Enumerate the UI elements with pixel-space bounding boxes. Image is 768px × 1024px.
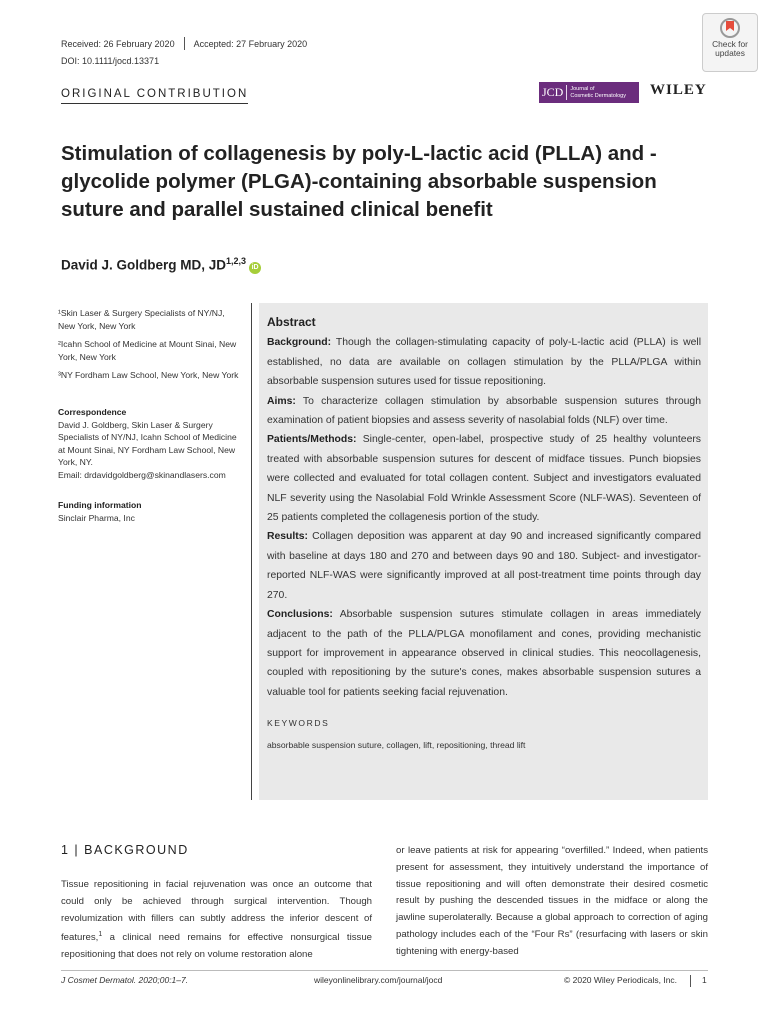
- aims-text: To characterize collagen stimulation by absorbable suspension sutures through examination of patient biopsies and assess severity of nasolabial folds (NLF) over time.: [267, 395, 701, 427]
- accepted-date: Accepted: 27 February 2020: [193, 38, 308, 49]
- journal-name-line-2: Cosmetic Dermatology: [570, 92, 626, 99]
- abstract-background: [267, 333, 701, 391]
- journal-name-line-1: Journal of: [570, 86, 595, 92]
- body-column-1: [61, 877, 372, 964]
- abstract-aims: [267, 392, 701, 431]
- correspondence-label: Correspondence: [58, 407, 127, 417]
- funding-text: Sinclair Pharma, Inc: [58, 512, 135, 523]
- keywords-list: absorbable suspension suture, collagen, lift, repositioning, thread lift: [267, 739, 526, 750]
- citation-1[interactable]: 1: [98, 931, 103, 939]
- page-number: 1: [702, 975, 707, 985]
- check-label-2: updates: [715, 48, 745, 58]
- check-label-1: Check for: [712, 39, 748, 49]
- affiliations: [58, 307, 243, 388]
- footer-url[interactable]: wileyonlinelibrary.com/journal/jocd: [314, 975, 443, 985]
- affiliation-2: ²Icahn School of Medicine at Mount Sinai, New York, New York: [58, 339, 237, 362]
- journal-name: [567, 86, 626, 99]
- background-text: Though the collagen-stimulating capacity of poly-L-lactic acid (PLLA) is well established, no data are available on collagen stimulation by the PLLA/PLGA within absorbable suspension sutures used for tissue repositioning.: [267, 337, 701, 388]
- body-col1-text-a: Tissue repositioning in facial rejuvenation was once an outcome that could only be achieved through surgical intervention. Though revolumization with fillers can subtly address the inferior descent of features,: [61, 879, 372, 944]
- methods-label: Patients/Methods:: [267, 434, 357, 446]
- abstract-methods: [267, 430, 701, 527]
- author-affiliation-numbers: 1,2,3: [226, 256, 247, 266]
- affiliation-3: ³NY Fordham Law School, New York, New York: [58, 370, 239, 381]
- results-label: Results:: [267, 531, 308, 543]
- footer-citation: J Cosmet Dermatol. 2020;00:1–7.: [61, 975, 189, 985]
- journal-logo[interactable]: [539, 82, 639, 103]
- abstract-conclusions: [267, 605, 701, 702]
- correspondence-email[interactable]: Email: drdavidgoldberg@skinandlasers.com: [58, 469, 226, 480]
- journal-abbr: JCD: [539, 85, 567, 100]
- article-title: Stimulation of collagenesis by poly-L-lactic acid (PLLA) and -glycolide polymer (PLGA)-containing absorbable suspension suture and parallel sustained clinical benefit: [61, 142, 657, 221]
- footer-separator: [690, 975, 691, 987]
- conclusions-text: Absorbable suspension sutures stimulate collagen in areas immediately adjacent to the path of the PLLA/PLGA monofilament and cones, providing mechanistic support for improvement in appearance observed in clinical studies. This neocollagenesis, coupled with repositioning by the suture's cones, makes absorbable suspension sutures a valuable tool for patients seeking facial rejuvenation.: [267, 609, 701, 698]
- correspondence-text: David J. Goldberg, Skin Laser & Surgery Specialists of NY/NJ, Icahn School of Medicine at Mount Sinai, NY Fordham Law School, New York, NY.: [58, 419, 237, 468]
- background-label: Background:: [267, 337, 332, 349]
- abstract-heading: Abstract: [267, 315, 316, 329]
- abstract-results: [267, 527, 701, 605]
- orcid-icon[interactable]: iD: [249, 262, 261, 274]
- affiliation-1: ¹Skin Laser & Surgery Specialists of NY/NJ, New York, New York: [58, 308, 225, 331]
- article-dates: [61, 37, 307, 50]
- keywords-heading: KEYWORDS: [267, 718, 330, 729]
- publisher-logo[interactable]: WILEY: [650, 82, 707, 98]
- footer-rule: [61, 970, 708, 971]
- section-heading-background: 1 | BACKGROUND: [61, 843, 189, 857]
- conclusions-label: Conclusions:: [267, 609, 333, 621]
- check-for-updates-button[interactable]: [702, 13, 758, 72]
- funding-label: Funding information: [58, 500, 142, 510]
- footer-copyright: © 2020 Wiley Periodicals, Inc.: [564, 975, 678, 985]
- results-text: Collagen deposition was apparent at day 90 and increased significantly compared with baseline at days 180 and 270 and between days 90 and 180. Subject- and investigator-reported NLF-WAS were significantly improved at all post-treatment time points through day 270.: [267, 531, 701, 601]
- crossmark-icon: [720, 18, 740, 38]
- abstract-box: [259, 303, 708, 800]
- methods-text: Single-center, open-label, prospective study of 25 healthy volunteers treated with absorbable suspension sutures for descent of midface tissues. Punch biopsies were collected and evaluated for total collagen content. Subject and investigators evaluated NLF severity using the Nasolabial Fold Wrinkle Assessment Score (NLF-WAS). Seventeen of 25 patients completed the collagenesis portion of the study.: [267, 434, 701, 524]
- abstract-divider: [251, 303, 252, 800]
- received-date: Received: 26 February 2020: [61, 38, 175, 49]
- funding: [58, 499, 243, 524]
- correspondence: [58, 406, 243, 482]
- body-column-2: or leave patients at risk for appearing “overfilled.” Indeed, when patients present for assessment, they intuitively understand the importance of tissue repositioning and will often demonstrate their desired cosmetic result by pushing the descended tissues in the midface or along the jawline superolaterally. Because a global approach to correction of aging pathology includes each of the “Four Rs” (resurfacing with lasers or skin tightening with energy-based: [396, 845, 708, 957]
- author-line: [61, 256, 261, 274]
- doi-link[interactable]: DOI: 10.1111/jocd.13371: [61, 56, 160, 66]
- date-separator: [184, 37, 185, 50]
- body-col1-text-b: a clinical need remains for effective nonsurgical tissue repositioning that does not rely on volume restoration alone: [61, 932, 372, 961]
- author-name[interactable]: David J. Goldberg MD, JD: [61, 257, 227, 273]
- section-type-label: ORIGINAL CONTRIBUTION: [61, 88, 248, 104]
- aims-label: Aims:: [267, 395, 296, 407]
